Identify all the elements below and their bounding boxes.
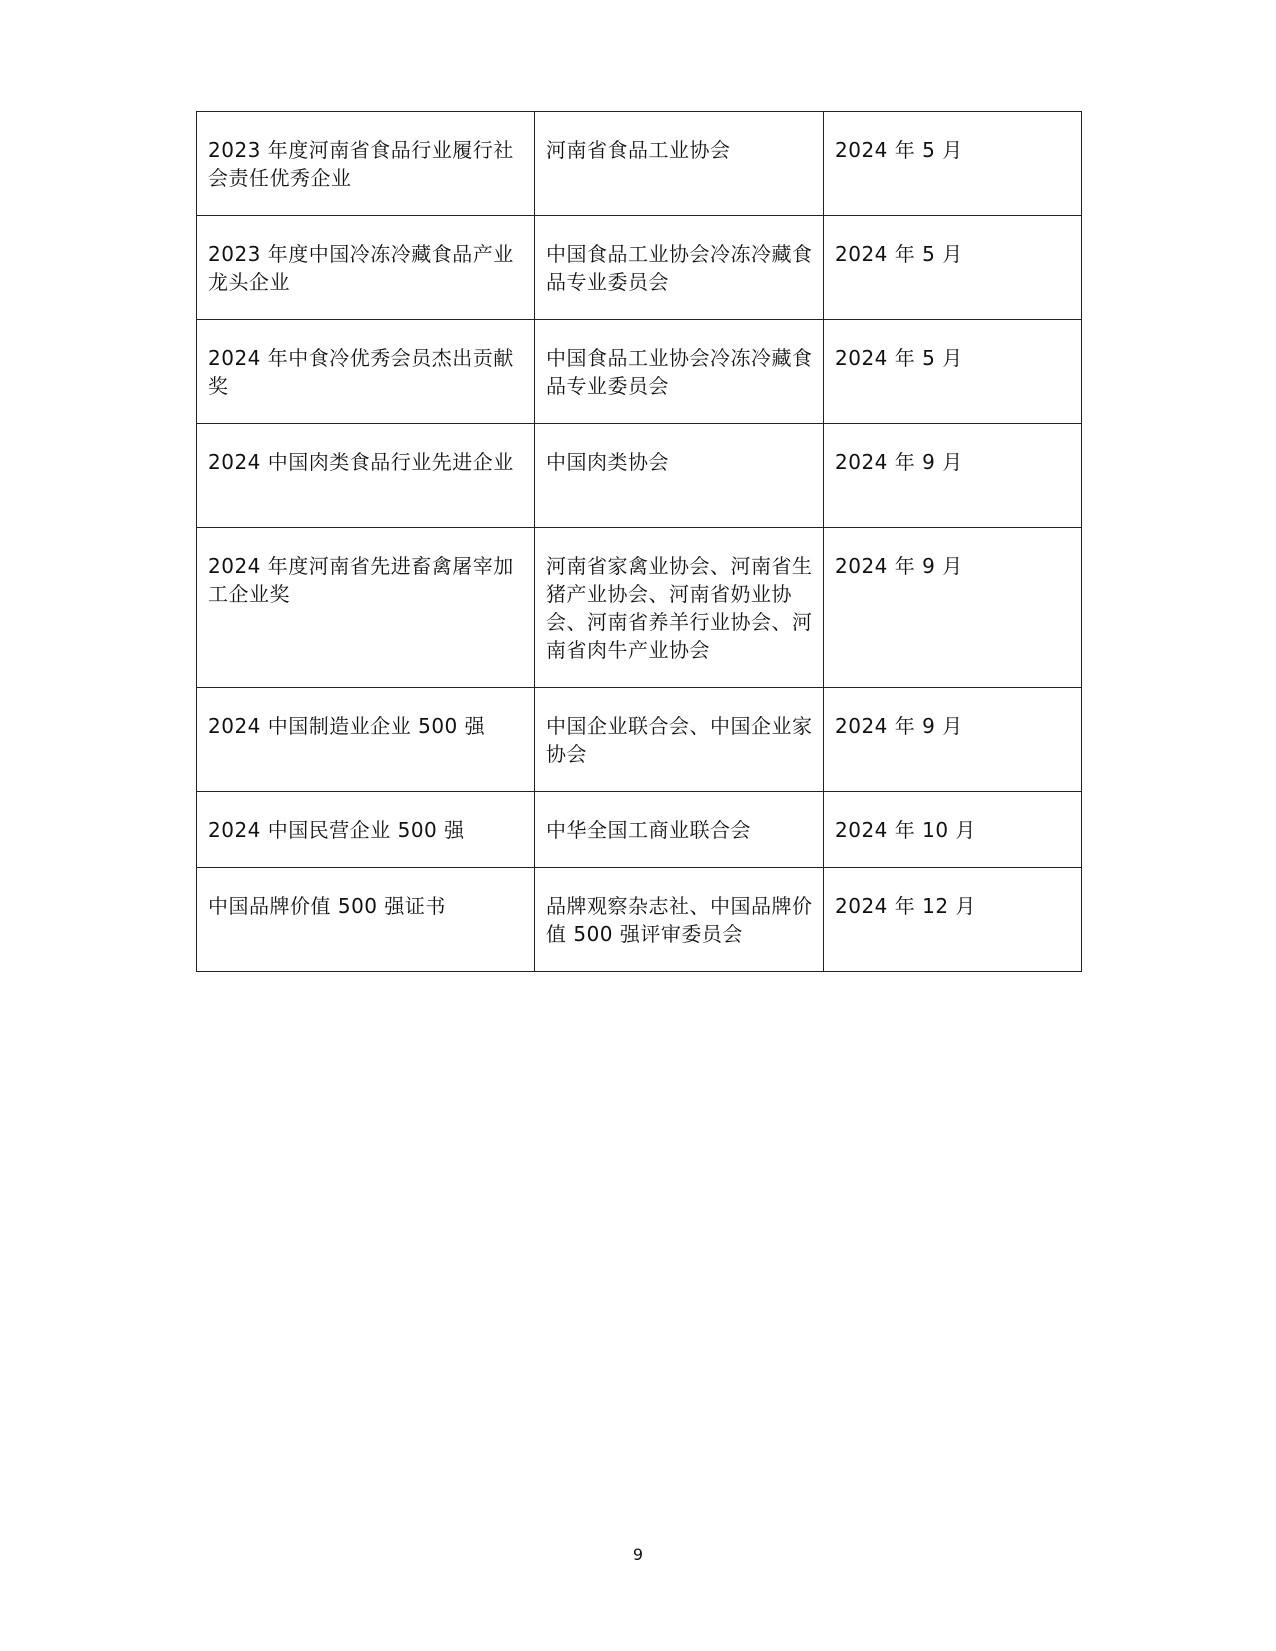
table-row xyxy=(197,688,1082,792)
table-row xyxy=(197,216,1082,320)
table-row xyxy=(197,528,1082,688)
issuing-organization-cell: 中国食品工业协会冷冻冷藏食品专业委员会 xyxy=(535,216,824,320)
award-name-cell: 2024 中国民营企业 500 强 xyxy=(197,792,535,868)
issuing-organization-cell: 中国肉类协会 xyxy=(535,424,824,528)
award-date-cell: 2024 年 5 月 xyxy=(824,320,1082,424)
table-row xyxy=(197,320,1082,424)
table-row xyxy=(197,112,1082,216)
table-row xyxy=(197,792,1082,868)
award-date-cell: 2024 年 9 月 xyxy=(824,688,1082,792)
issuing-organization-cell: 中国食品工业协会冷冻冷藏食品专业委员会 xyxy=(535,320,824,424)
issuing-organization-cell: 品牌观察杂志社、中国品牌价值 500 强评审委员会 xyxy=(535,868,824,972)
award-date-cell: 2024 年 5 月 xyxy=(824,216,1082,320)
award-name-cell: 2024 中国肉类食品行业先进企业 xyxy=(197,424,535,528)
issuing-organization-cell: 河南省食品工业协会 xyxy=(535,112,824,216)
table-row xyxy=(197,424,1082,528)
award-name-cell: 中国品牌价值 500 强证书 xyxy=(197,868,535,972)
award-name-cell: 2024 中国制造业企业 500 强 xyxy=(197,688,535,792)
award-name-cell: 2024 年中食冷优秀会员杰出贡献奖 xyxy=(197,320,535,424)
award-date-cell: 2024 年 5 月 xyxy=(824,112,1082,216)
award-date-cell: 2024 年 10 月 xyxy=(824,792,1082,868)
award-name-cell: 2024 年度河南省先进畜禽屠宰加工企业奖 xyxy=(197,528,535,688)
award-date-cell: 2024 年 12 月 xyxy=(824,868,1082,972)
award-date-cell: 2024 年 9 月 xyxy=(824,528,1082,688)
table-row xyxy=(197,868,1082,972)
award-name-cell: 2023 年度中国冷冻冷藏食品产业龙头企业 xyxy=(197,216,535,320)
issuing-organization-cell: 中华全国工商业联合会 xyxy=(535,792,824,868)
issuing-organization-cell: 中国企业联合会、中国企业家协会 xyxy=(535,688,824,792)
issuing-organization-cell: 河南省家禽业协会、河南省生猪产业协会、河南省奶业协会、河南省养羊行业协会、河南省肉牛产业协会 xyxy=(535,528,824,688)
award-date-cell: 2024 年 9 月 xyxy=(824,424,1082,528)
page-number: 9 xyxy=(632,1545,644,1564)
award-name-cell: 2023 年度河南省食品行业履行社会责任优秀企业 xyxy=(197,112,535,216)
awards-table xyxy=(196,111,1082,972)
